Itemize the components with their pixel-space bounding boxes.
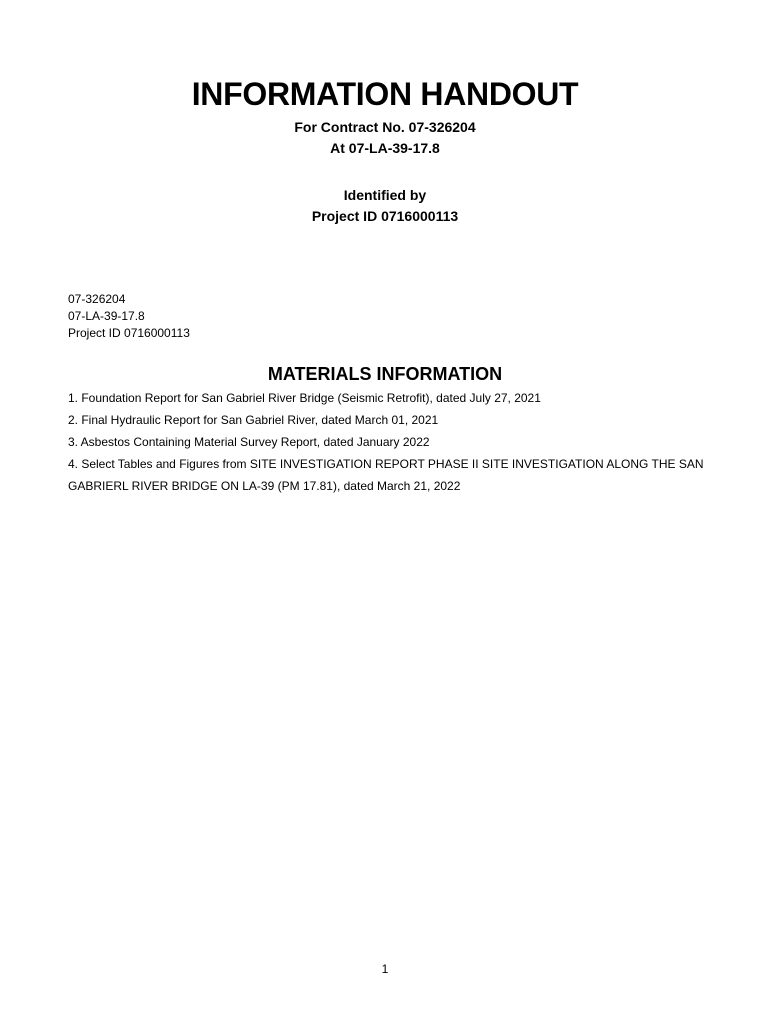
list-item: 1. Foundation Report for San Gabriel River Bridge (Seismic Retrofit), dated July 27, 2021 bbox=[68, 391, 541, 405]
contract-number-line: For Contract No. 07-326204 bbox=[294, 119, 476, 135]
identifier-project: Project ID 0716000113 bbox=[68, 326, 190, 340]
identified-by-line: Identified by bbox=[343, 187, 427, 203]
page-number: 1 bbox=[381, 962, 389, 976]
materials-list bbox=[68, 387, 708, 497]
list-item: 3. Asbestos Containing Material Survey Report, dated January 2022 bbox=[68, 435, 430, 449]
identifier-block bbox=[68, 291, 190, 342]
project-id-line: Project ID 0716000113 bbox=[311, 208, 459, 224]
identifier-contract: 07-326204 bbox=[68, 292, 126, 306]
identifier-location: 07-LA-39-17.8 bbox=[68, 309, 145, 323]
list-item: 4. Select Tables and Figures from SITE INVESTIGATION REPORT PHASE II SITE INVESTIGATION ALONG THE SAN GABRIERL RIVER BRIDGE ON LA-39 (PM 17.81), dated March 21, 2022 bbox=[68, 457, 704, 493]
document-title: INFORMATION HANDOUT bbox=[191, 76, 579, 112]
materials-heading: MATERIALS INFORMATION bbox=[267, 364, 503, 384]
location-line: At 07-LA-39-17.8 bbox=[330, 140, 440, 156]
list-item: 2. Final Hydraulic Report for San Gabriel River, dated March 01, 2021 bbox=[68, 413, 439, 427]
